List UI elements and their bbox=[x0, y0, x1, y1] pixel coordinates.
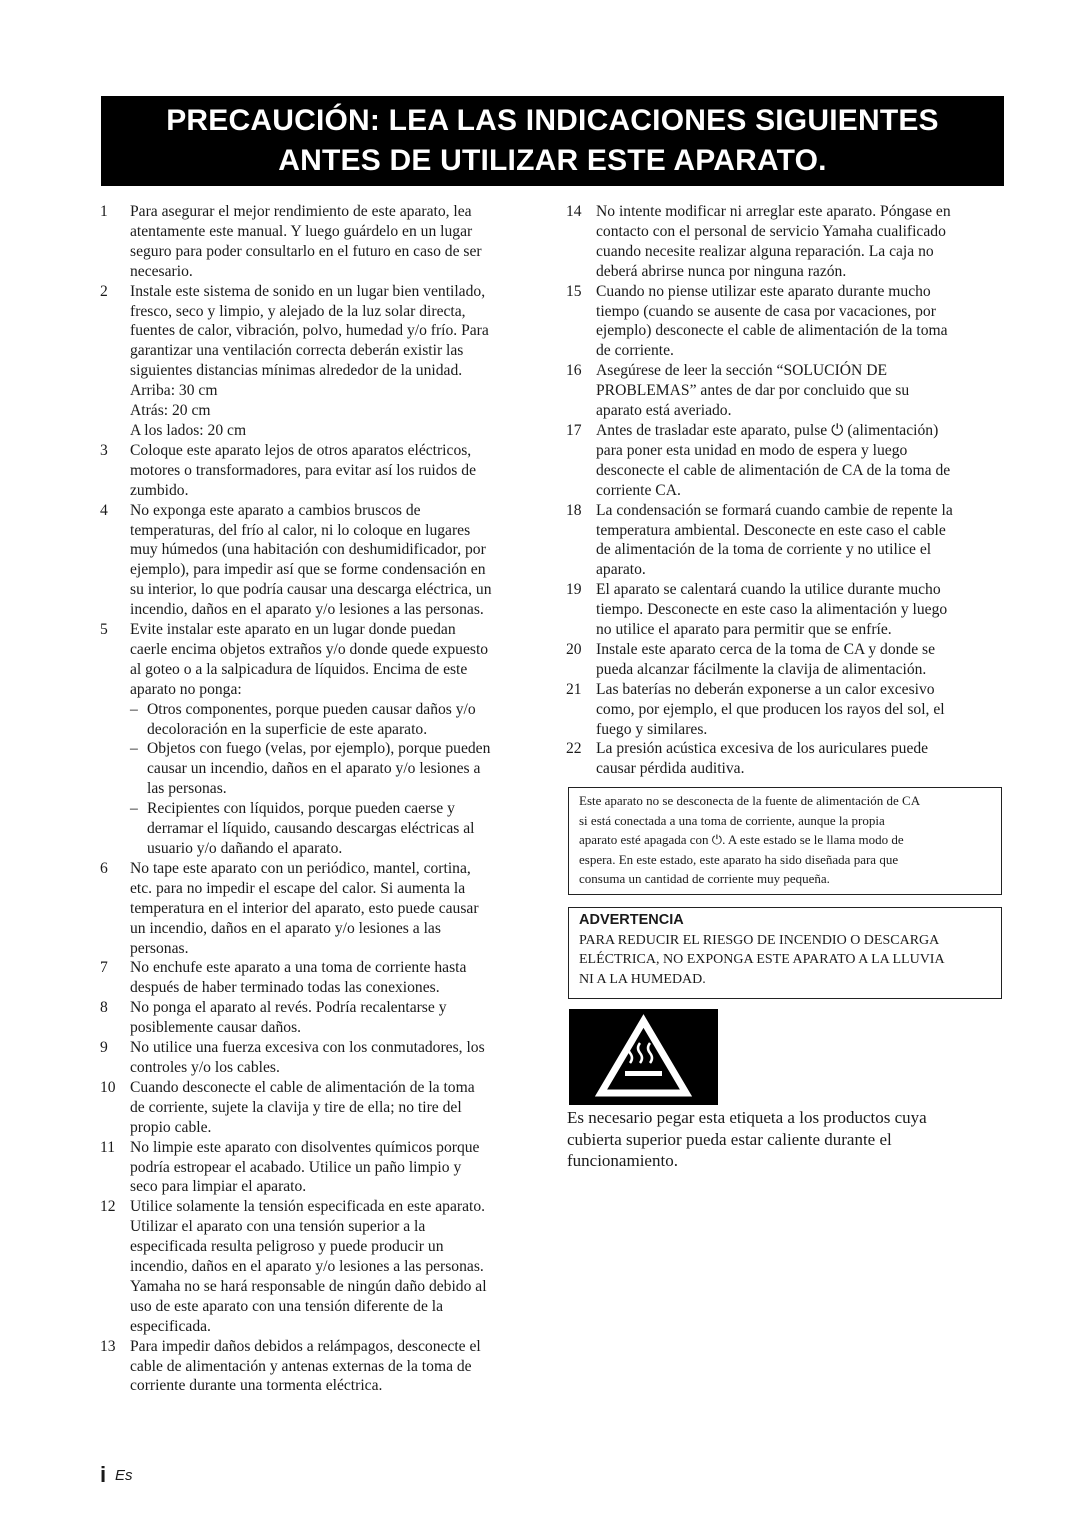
sub-item-text bbox=[147, 739, 490, 799]
precautions-list-left bbox=[100, 202, 536, 1396]
precaution-item bbox=[100, 998, 536, 1038]
text-line: después de haber terminado todas las conexiones. bbox=[130, 979, 440, 997]
text-line: ejemplo) desconecte el cable de alimentación de la toma bbox=[596, 322, 948, 340]
text-line: funcionamiento. bbox=[567, 1151, 678, 1171]
precaution-item bbox=[100, 202, 536, 282]
item-text bbox=[130, 1138, 536, 1198]
text-line: necesario. bbox=[130, 262, 193, 280]
text-line: especificada. bbox=[130, 1317, 211, 1335]
text-line: aparato esté apagada con ⏻. A este estado se le llama modo de bbox=[579, 832, 904, 848]
precaution-item bbox=[100, 441, 536, 501]
text-line: un incendio, daños en el aparato y/o lesiones a las bbox=[130, 919, 441, 937]
text-line: temperatura ambiental. Desconecte en este caso el cable bbox=[596, 521, 946, 539]
text-line: Las baterías no deberán exponerse a un calor excesivo bbox=[596, 680, 935, 698]
text-line: La condensación se formará cuando cambie de repente la bbox=[596, 501, 953, 519]
precaution-item bbox=[566, 282, 1004, 362]
text-line: posiblemente causar daños. bbox=[130, 1019, 302, 1037]
warning-box bbox=[568, 907, 1002, 999]
item-number: 16 bbox=[566, 362, 582, 380]
text-line: no utilice el aparato para permitir que se enfríe. bbox=[596, 621, 892, 639]
text-line: si está conectada a una toma de corriente, aunque la propia bbox=[579, 812, 885, 828]
text-line: tiempo. Desconecte en este caso la alimentación y luego bbox=[596, 601, 948, 619]
precaution-item bbox=[100, 620, 536, 859]
text-line: zumbido. bbox=[130, 481, 189, 499]
text-line: espera. En este estado, este aparato ha sido diseñada para que bbox=[579, 851, 899, 867]
text-line: pueda alcanzar fácilmente la clavija de alimentación. bbox=[596, 660, 927, 678]
sub-item-dash: – bbox=[130, 800, 138, 818]
text-line: incendio, daños en el aparato y/o lesiones a las personas. bbox=[130, 1258, 484, 1276]
text-line: de corriente. bbox=[596, 342, 674, 360]
text-line: contacto con el personal de servicio Yamaha cualificado bbox=[596, 222, 946, 240]
text-line: consuma un cantidad de corriente muy pequeña. bbox=[579, 871, 830, 887]
text-line: Este aparato no se desconecta de la fuente de alimentación de CA bbox=[579, 793, 921, 808]
item-text bbox=[596, 640, 1004, 680]
item-text bbox=[596, 501, 1004, 581]
item-number: 20 bbox=[566, 640, 582, 658]
page-title bbox=[101, 96, 1004, 186]
sub-item bbox=[130, 799, 536, 859]
text-line: decoloración en la superficie de este aparato. bbox=[147, 720, 428, 738]
item-number: 14 bbox=[566, 203, 582, 220]
text-line: Evite instalar este aparato en un lugar donde puedan bbox=[130, 621, 456, 639]
text-line: corriente durante una tormenta eléctrica. bbox=[130, 1377, 383, 1395]
item-number: 1 bbox=[100, 203, 108, 220]
text-line: controles y/o los cables. bbox=[130, 1058, 280, 1076]
text-line: Instale este sistema de sonido en un lugar bien ventilado, bbox=[130, 282, 486, 300]
text-line: A los lados: 20 cm bbox=[130, 421, 247, 439]
warning-title: ADVERTENCIA bbox=[579, 912, 684, 928]
item-text bbox=[130, 441, 536, 501]
item-number: 10 bbox=[100, 1078, 116, 1096]
text-line: aparato. bbox=[596, 561, 646, 579]
text-line: Utilizar el aparato con una tensión superior a la bbox=[130, 1218, 426, 1236]
precaution-item bbox=[566, 680, 1004, 740]
text-line: incendio, daños en el aparato y/o lesiones a las personas. bbox=[130, 601, 484, 619]
hot-surface-label bbox=[569, 1009, 718, 1105]
text-line: especificada resulta peligroso y puede producir un bbox=[130, 1238, 444, 1256]
text-line: No utilice una fuerza excesiva con los conmutadores, los bbox=[130, 1039, 485, 1057]
precaution-item bbox=[566, 640, 1004, 680]
text-line: No tape este aparato con un periódico, mantel, cortina, bbox=[130, 859, 471, 877]
text-line: Otros componentes, porque pueden causar daños y/o bbox=[147, 700, 476, 718]
sub-item-text bbox=[147, 799, 474, 859]
text-line: fresco, seco y limpio, y alejado de la luz solar directa, bbox=[130, 302, 466, 320]
precaution-item bbox=[100, 1337, 536, 1397]
text-line: caerle encima objetos extraños y/o donde quede expuesto bbox=[130, 640, 489, 658]
text-line: como, por ejemplo, el que producen los rayos del sol, el bbox=[596, 700, 945, 718]
text-line: ELÉCTRICA, NO EXPONGA ESTE APARATO A LA LLUVIA bbox=[579, 952, 945, 968]
precaution-item bbox=[566, 202, 1004, 282]
item-text bbox=[130, 1197, 536, 1336]
hot-surface-warning-icon bbox=[569, 1009, 718, 1105]
precaution-item bbox=[100, 859, 536, 959]
text-line: las personas. bbox=[147, 780, 227, 798]
text-line: El aparato se calentará cuando la utilice durante mucho bbox=[596, 581, 941, 599]
item-text bbox=[130, 958, 536, 998]
item-text bbox=[130, 1337, 536, 1397]
text-line: fuentes de calor, vibración, polvo, humedad y/o frío. Para bbox=[130, 322, 489, 340]
item-text bbox=[596, 739, 1004, 779]
item-number: 18 bbox=[566, 501, 582, 519]
item-text bbox=[130, 1038, 536, 1078]
text-line: ejemplo), para impedir así que se forme condensación en bbox=[130, 561, 486, 579]
text-line: Objetos con fuego (velas, por ejemplo), porque pueden bbox=[147, 740, 491, 758]
item-text bbox=[130, 202, 536, 282]
text-line: desconecte el cable de alimentación de CA de la toma de bbox=[596, 461, 951, 479]
text-line: No exponga este aparato a cambios bruscos de bbox=[130, 501, 421, 519]
text-line: corriente CA. bbox=[596, 481, 681, 499]
page-title-text: PRECAUCIÓN: LEA LAS INDICACIONES SIGUIENTES ANTES DE UTILIZAR ESTE APARATO. bbox=[166, 104, 939, 177]
text-line: Cuando desconecte el cable de alimentación de la toma bbox=[130, 1078, 475, 1096]
text-line: atentamente este manual. Y luego guárdelo en un lugar bbox=[130, 222, 473, 240]
item-text bbox=[130, 501, 536, 620]
sub-item-dash: – bbox=[130, 700, 138, 718]
text-line: seco para limpiar el aparato. bbox=[130, 1178, 307, 1196]
item-number: 19 bbox=[566, 581, 582, 599]
text-line: Recipientes con líquidos, porque pueden caerse y bbox=[147, 800, 455, 818]
sub-item bbox=[130, 739, 536, 799]
item-number: 9 bbox=[100, 1039, 108, 1057]
item-number: 7 bbox=[100, 959, 108, 977]
item-number: 12 bbox=[100, 1198, 116, 1216]
text-line: No limpie este aparato con disolventes químicos porque bbox=[130, 1138, 480, 1156]
text-line: PARA REDUCIR EL RIESGO DE INCENDIO O DESCARGA bbox=[579, 932, 940, 948]
text-line: tiempo (cuando se ausente de casa por vacaciones, por bbox=[596, 302, 936, 320]
text-line: La presión acústica excesiva de los auriculares puede bbox=[596, 740, 929, 758]
text-line: Coloque este aparato lejos de otros aparatos eléctricos, bbox=[130, 441, 472, 459]
text-line: podría estropear el acabado. Utilice un paño limpio y bbox=[130, 1158, 462, 1176]
text-line: Es necesario pegar esta etiqueta a los productos cuya bbox=[567, 1108, 927, 1127]
sub-item-text bbox=[147, 700, 476, 740]
page-number: i bbox=[100, 1462, 107, 1487]
text-line: Instale este aparato cerca de la toma de CA y donde se bbox=[596, 640, 936, 658]
text-line: Atrás: 20 cm bbox=[130, 402, 211, 420]
text-line: Para impedir daños debidos a relámpagos, desconecte el bbox=[130, 1337, 481, 1355]
sub-item bbox=[130, 700, 536, 740]
text-line: propio cable. bbox=[130, 1118, 212, 1136]
text-line: siguientes distancias mínimas alrededor de la unidad. bbox=[130, 362, 463, 380]
text-line: al goteo o a la salpicadura de líquidos. Encima de este bbox=[130, 660, 468, 678]
sub-item-dash: – bbox=[130, 740, 138, 758]
text-line: usuario y/o dañando el aparato. bbox=[147, 840, 343, 857]
item-number: 2 bbox=[100, 282, 108, 300]
text-line: cubierta superior pueda estar caliente durante el bbox=[567, 1129, 892, 1149]
item-text bbox=[596, 580, 1004, 640]
text-line: aparato no ponga: bbox=[130, 680, 242, 698]
text-line: NI A LA HUMEDAD. bbox=[579, 971, 706, 987]
precaution-item bbox=[100, 958, 536, 998]
precaution-item bbox=[566, 501, 1004, 581]
item-text bbox=[596, 680, 1004, 740]
precaution-item bbox=[566, 361, 1004, 421]
precaution-item bbox=[566, 421, 1004, 501]
text-line: aparato está averiado. bbox=[596, 402, 732, 420]
item-number: 15 bbox=[566, 282, 582, 300]
item-number: 8 bbox=[100, 999, 108, 1017]
precaution-item bbox=[100, 501, 536, 620]
text-line: fuego y similares. bbox=[596, 720, 708, 738]
item-text bbox=[130, 620, 536, 859]
precaution-item bbox=[566, 580, 1004, 640]
text-line: derramar el líquido, causando descargas eléctricas al bbox=[147, 820, 475, 838]
text-line: Yamaha no se hará responsable de ningún daño debido al bbox=[130, 1277, 487, 1295]
text-line: Cuando no piense utilizar este aparato durante mucho bbox=[596, 282, 931, 300]
text-line: Antes de trasladar este aparato, pulse ⏻ (alimentación) bbox=[596, 421, 939, 439]
text-line: Utilice solamente la tensión especificada en este aparato. bbox=[130, 1198, 486, 1216]
item-number: 21 bbox=[566, 680, 582, 698]
language-code: Es bbox=[115, 1467, 133, 1484]
item-number: 13 bbox=[100, 1337, 116, 1355]
text-line: de alimentación de la toma de corriente y no utilice el bbox=[596, 541, 932, 559]
item-number: 17 bbox=[566, 421, 582, 439]
text-line: seguro para poder consultarlo en el futuro en caso de ser bbox=[130, 242, 482, 260]
text-line: para poner esta unidad en modo de espera y luego bbox=[596, 441, 908, 459]
precaution-item bbox=[100, 1138, 536, 1198]
precaution-item bbox=[100, 1038, 536, 1078]
item-number: 6 bbox=[100, 859, 108, 877]
text-line: garantizar una ventilación correcta deberán existir las bbox=[130, 342, 464, 360]
text-line: muy húmedos (una habitación con deshumidificador, por bbox=[130, 541, 486, 559]
text-line: causar un incendio, daños en el aparato y/o lesiones a bbox=[147, 760, 481, 778]
text-line: No enchufe este aparato a una toma de corriente hasta bbox=[130, 959, 467, 977]
text-line: uso de este aparato con una tensión diferente de la bbox=[130, 1297, 444, 1315]
text-line: temperatura en el interior del aparato, esto puede causar bbox=[130, 899, 479, 917]
item-text bbox=[596, 361, 1004, 421]
precaution-item bbox=[100, 1078, 536, 1138]
item-text bbox=[596, 282, 1004, 362]
precaution-item bbox=[100, 282, 536, 441]
item-number: 22 bbox=[566, 740, 582, 758]
text-line: deberá abrirse nunca por ninguna razón. bbox=[596, 262, 847, 280]
item-text bbox=[130, 1078, 536, 1138]
text-line: etc. para no impedir el escape del calor. Si aumenta la bbox=[130, 879, 466, 897]
text-line: causar pérdida auditiva. bbox=[596, 760, 745, 778]
precautions-list-right bbox=[566, 202, 1004, 779]
standby-notice bbox=[568, 787, 1002, 895]
text-line: temperaturas, del frío al calor, ni lo coloque en lugares bbox=[130, 521, 471, 539]
text-line: Arriba: 30 cm bbox=[130, 382, 218, 400]
text-line: motores o transformadores, para evitar así los ruidos de bbox=[130, 461, 476, 479]
item-text bbox=[596, 202, 1004, 282]
text-line: cable de alimentación y antenas externas de la toma de bbox=[130, 1357, 472, 1375]
text-line: No ponga el aparato al revés. Podría recalentarse y bbox=[130, 999, 447, 1017]
text-line: Para asegurar el mejor rendimiento de este aparato, lea bbox=[130, 203, 472, 220]
item-number: 4 bbox=[100, 501, 108, 519]
text-line: cuando necesite realizar alguna reparación. La caja no bbox=[596, 242, 934, 260]
item-text bbox=[130, 282, 536, 441]
text-line: su interior, lo que podría causar una descarga eléctrica, un bbox=[130, 581, 492, 599]
label-caption bbox=[567, 1107, 1004, 1172]
item-text bbox=[130, 998, 536, 1038]
text-line: PROBLEMAS” antes de dar por concluido que su bbox=[596, 382, 910, 400]
item-number: 3 bbox=[100, 441, 108, 459]
text-line: personas. bbox=[130, 939, 189, 957]
item-text bbox=[596, 421, 1004, 501]
item-number: 5 bbox=[100, 621, 108, 639]
text-line: No intente modificar ni arreglar este aparato. Póngase en bbox=[596, 203, 951, 220]
item-number: 11 bbox=[100, 1138, 116, 1156]
precaution-item bbox=[100, 1197, 536, 1336]
precaution-item bbox=[566, 739, 1004, 779]
text-line: Asegúrese de leer la sección “SOLUCIÓN DE bbox=[596, 362, 887, 380]
item-text bbox=[130, 859, 536, 959]
text-line: de corriente, sujete la clavija y tire de ella; no tire del bbox=[130, 1098, 462, 1116]
